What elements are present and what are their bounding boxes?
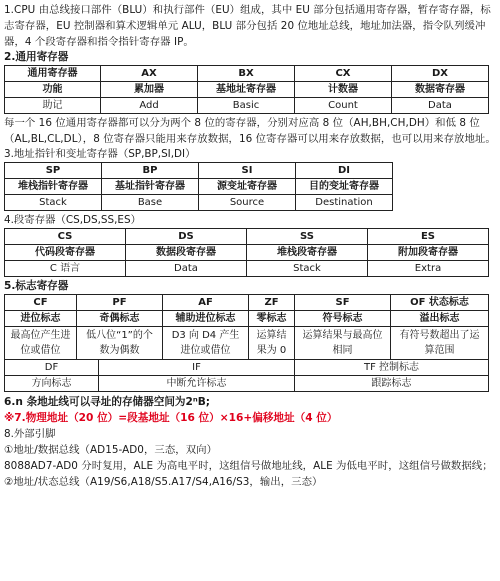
intro-paragraph: 1.CPU 由总线接口部件（BLU）和执行部件（EU）组成，其中 EU 部分包括通用寄存器，暂存寄存器，标志寄存器，EU 控制器和算术逻辑单元 ALU，BLU 部分包括 20 位地址总线，地址加法器，指令队列缓冲器，4 个段寄存器和指令指针寄存器 IP。 (4, 4, 491, 48)
table-cell: ES (368, 229, 489, 245)
section-2-heading: 2.通用寄存器 (4, 51, 69, 63)
pin-address-status-bus: ②地址/状态总线（A19/S6,A18/S5.A17/S4,A16/S3，输出，三态） (4, 476, 323, 488)
table-cell: 进位标志 (5, 311, 77, 327)
table-cell: 通用寄存器 (5, 66, 101, 82)
table-cell: ZF (249, 295, 295, 311)
table-cell: 低八位“1”的个数为偶数 (77, 327, 163, 360)
table-cell: AF (163, 295, 249, 311)
table-cell: DI (296, 163, 393, 179)
table-cell: 堆栈指针寄存器 (5, 179, 102, 195)
table-cell: 跟踪标志 (295, 376, 489, 392)
table-cell: SP (5, 163, 102, 179)
table-cell: CS (5, 229, 126, 245)
table-cell: 运算结果为 0 (249, 327, 295, 360)
table-row (5, 179, 393, 195)
table-cell: 目的变址寄存器 (296, 179, 393, 195)
table-cell: SF (295, 295, 391, 311)
section-4-heading: 4.段寄存器（CS,DS,SS,ES） (4, 214, 141, 226)
table-cell: OF 状态标志 (391, 295, 489, 311)
pin-address-data-bus: ①地址/数据总线（AD15-AD0，三态，双向） (4, 444, 218, 456)
table-row (5, 163, 393, 179)
table-cell: 零标志 (249, 311, 295, 327)
flag-register-table (4, 294, 489, 392)
table-cell: 源变址寄存器 (199, 179, 296, 195)
table-cell: 数据寄存器 (392, 82, 489, 98)
table-row (5, 82, 489, 98)
table-cell: 辅助进位标志 (163, 311, 249, 327)
table-cell: Stack (247, 261, 368, 277)
table-row (5, 195, 393, 211)
section-8-heading: 8.外部引脚 (4, 428, 56, 440)
table-cell: 基址指针寄存器 (102, 179, 199, 195)
table-cell: 运算结果与最高位相同 (295, 327, 391, 360)
table-row (5, 327, 489, 360)
table-cell: 累加器 (101, 82, 198, 98)
table-cell: Basic (198, 98, 295, 114)
table-cell: TF 控制标志 (295, 360, 489, 376)
table-row (5, 245, 489, 261)
table-row (5, 229, 489, 245)
section-6-line: 6.n 条地址线可以寻址的存储器空间为2ⁿB; (4, 396, 211, 408)
table-cell: C 语言 (5, 261, 126, 277)
table-row (5, 98, 489, 114)
general-register-table (4, 65, 489, 114)
register-split-note: 每一个 16 位通用寄存器都可以分为两个 8 位的寄存器，分别对应高 8 位（AH,BH,CH,DH）和低 8 位（AL,BL,CL,DL），8 位寄存器只能用来存放数据，16 位寄存器可以用来存放数据，也可以用来存放地址。 (4, 117, 496, 145)
table-cell: DS (126, 229, 247, 245)
table-cell: PF (77, 295, 163, 311)
table-cell: 最高位产生进位或借位 (5, 327, 77, 360)
table-cell: BP (102, 163, 199, 179)
table-cell: Data (126, 261, 247, 277)
table-cell: Stack (5, 195, 102, 211)
table-cell: 奇偶标志 (77, 311, 163, 327)
table-cell: 附加段寄存器 (368, 245, 489, 261)
table-cell: Data (392, 98, 489, 114)
segment-register-table (4, 228, 489, 277)
table-row (5, 376, 489, 392)
table-cell: Destination (296, 195, 393, 211)
table-row (5, 311, 489, 327)
table-cell: Count (295, 98, 392, 114)
table-cell: SI (199, 163, 296, 179)
table-cell: 溢出标志 (391, 311, 489, 327)
table-cell: CF (5, 295, 77, 311)
table-cell: BX (198, 66, 295, 82)
table-cell: CX (295, 66, 392, 82)
table-cell: SS (247, 229, 368, 245)
table-cell: 有符号数超出了运算范围 (391, 327, 489, 360)
table-cell: Base (102, 195, 199, 211)
document-page (4, 0, 496, 490)
table-cell: 方向标志 (5, 376, 99, 392)
table-cell: Add (101, 98, 198, 114)
table-row (5, 295, 489, 311)
table-cell: DX (392, 66, 489, 82)
pointer-index-register-table (4, 162, 393, 211)
section-5-heading: 5.标志寄存器 (4, 280, 69, 292)
table-cell: AX (101, 66, 198, 82)
table-cell: 功能 (5, 82, 101, 98)
table-cell: Source (199, 195, 296, 211)
table-row (5, 66, 489, 82)
table-cell: 数据段寄存器 (126, 245, 247, 261)
section-7-physical-address-line: ※7.物理地址（20 位）=段基地址（16 位）×16+偏移地址（4 位） (4, 412, 338, 424)
table-cell: D3 向 D4 产生进位或借位 (163, 327, 249, 360)
section-3-heading: 3.地址指针和变址寄存器（SP,BP,SI,DI） (4, 148, 196, 160)
table-cell: Extra (368, 261, 489, 277)
table-cell: 符号标志 (295, 311, 391, 327)
table-cell: 堆栈段寄存器 (247, 245, 368, 261)
table-cell: 计数器 (295, 82, 392, 98)
table-cell: 基地址寄存器 (198, 82, 295, 98)
table-cell: IF (99, 360, 295, 376)
table-row (5, 360, 489, 376)
table-cell: 代码段寄存器 (5, 245, 126, 261)
table-cell: DF (5, 360, 99, 376)
table-cell: 中断允许标志 (99, 376, 295, 392)
pin-multiplex-note: 8088AD7-AD0 分时复用，ALE 为高电平时，这组信号做地址线，ALE 为低电平时，这组信号做数据线； (4, 460, 493, 472)
table-row (5, 261, 489, 277)
table-cell: 助记 (5, 98, 101, 114)
